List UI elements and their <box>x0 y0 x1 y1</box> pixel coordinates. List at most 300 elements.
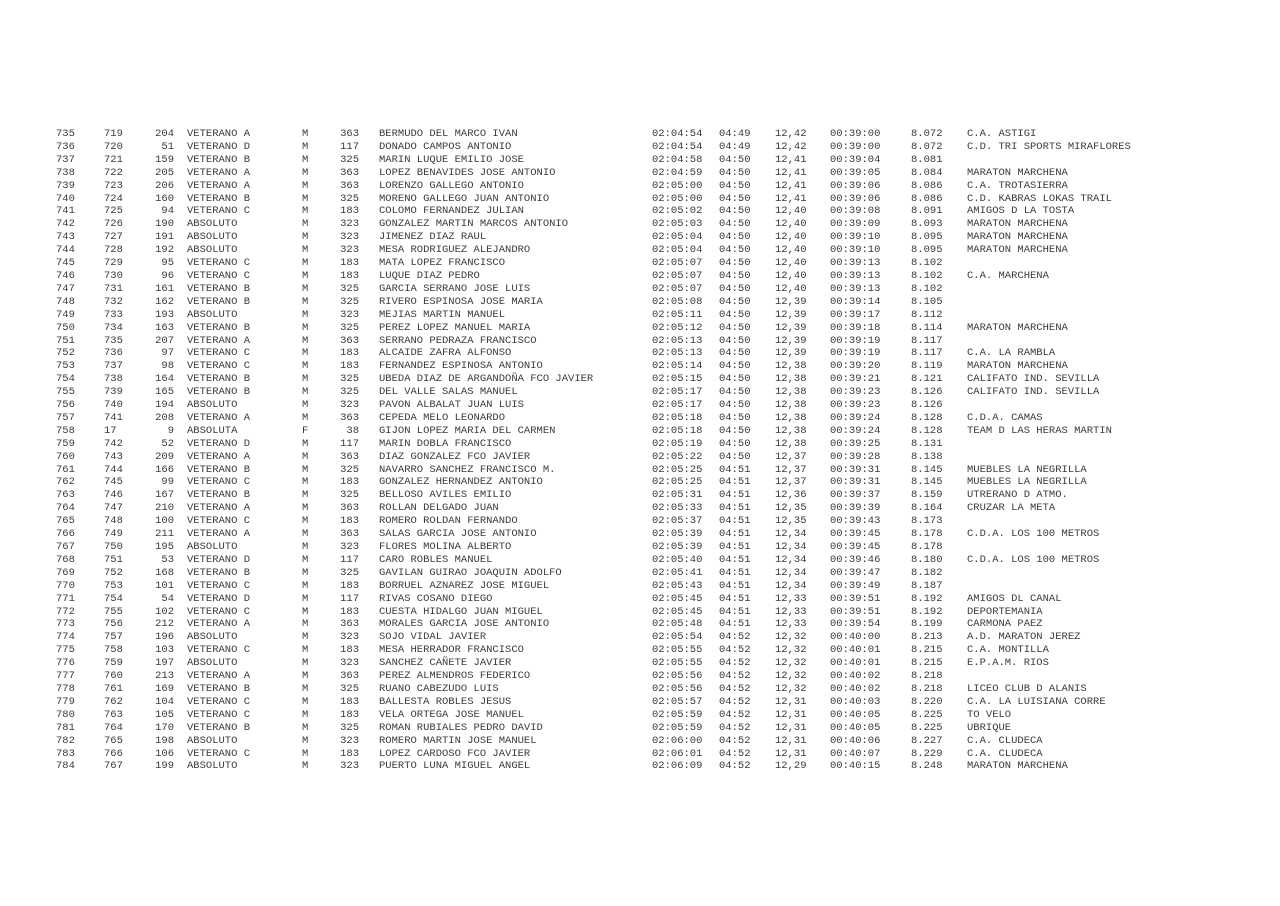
finish-time-cell: 02:06:00 <box>652 734 703 747</box>
runner-name-cell: MARIN DOBLA FRANCISCO <box>379 437 512 450</box>
gender-position-cell: 764 <box>104 721 123 734</box>
category-total-cell: 323 <box>340 734 359 747</box>
table-row <box>0 709 1280 722</box>
overall-position-cell: 779 <box>56 695 75 708</box>
table-row <box>0 335 1280 348</box>
runner-name-cell: LORENZO GALLEGO ANTONIO <box>379 179 524 192</box>
category-total-cell: 363 <box>340 450 359 463</box>
category-cell: VETERANO C <box>187 269 251 282</box>
points-cell: 8.086 <box>911 192 943 205</box>
sex-cell: M <box>302 644 309 657</box>
sex-cell: M <box>302 541 309 553</box>
category-cell: VETERANO B <box>187 321 251 334</box>
runner-name-cell: CARO ROBLES MANUEL <box>379 553 493 566</box>
time-gap-cell: 00:39:00 <box>830 140 881 153</box>
category-cell: VETERANO A <box>187 670 251 683</box>
sex-cell: M <box>302 386 309 399</box>
points-cell: 8.121 <box>911 373 943 386</box>
speed-cell: 12,41 <box>775 192 807 205</box>
club-cell: MUEBLES LA NEGRILLA <box>967 476 1087 489</box>
table-row <box>0 386 1280 399</box>
time-gap-cell: 00:39:39 <box>830 502 881 515</box>
category-total-cell: 183 <box>340 205 359 218</box>
runner-name-cell: LOPEZ BENAVIDES JOSE ANTONIO <box>379 166 556 179</box>
overall-position-cell: 739 <box>56 179 75 192</box>
gender-position-cell: 759 <box>104 657 123 670</box>
runner-name-cell: UBEDA DIAZ DE ARGANDOÑA FCO JAVIER <box>379 373 594 386</box>
category-cell: VETERANO D <box>187 592 251 605</box>
runner-name-cell: JIMENEZ DIAZ RAUL <box>379 231 487 244</box>
category-cell: VETERANO D <box>187 553 251 566</box>
category-total-cell: 325 <box>340 282 359 295</box>
category-total-cell: 183 <box>340 747 359 760</box>
pace-cell: 04:52 <box>719 708 751 721</box>
pace-cell: 04:51 <box>719 502 751 515</box>
time-gap-cell: 00:39:23 <box>830 399 881 412</box>
category-cell: VETERANO B <box>187 153 251 166</box>
category-cell: VETERANO C <box>187 257 251 270</box>
gender-position-cell: 765 <box>104 734 123 747</box>
points-cell: 8.225 <box>911 721 943 734</box>
category-cell: ABSOLUTO <box>187 218 238 231</box>
sex-cell: M <box>302 618 309 631</box>
time-gap-cell: 00:39:13 <box>830 257 881 270</box>
time-gap-cell: 00:39:21 <box>830 373 881 386</box>
category-total-cell: 183 <box>340 476 359 489</box>
gender-position-cell: 753 <box>104 579 123 592</box>
club-cell: MARATON MARCHENA <box>967 244 1068 257</box>
runner-name-cell: BELLOSO AVILES EMILIO <box>379 489 512 502</box>
runner-name-cell: FLORES MOLINA ALBERTO <box>379 541 512 553</box>
sex-cell: M <box>302 282 309 295</box>
sex-cell: M <box>302 269 309 282</box>
runner-name-cell: ROLLAN DELGADO JUAN <box>379 502 499 515</box>
overall-position-cell: 770 <box>56 579 75 592</box>
table-row <box>0 593 1280 606</box>
finish-time-cell: 02:05:22 <box>652 450 703 463</box>
table-row <box>0 438 1280 451</box>
overall-position-cell: 761 <box>56 463 75 476</box>
pace-cell: 04:50 <box>719 321 751 334</box>
points-cell: 8.131 <box>911 437 943 450</box>
category-total-cell: 363 <box>340 128 359 140</box>
finish-time-cell: 02:05:54 <box>652 631 703 644</box>
category-cell: VETERANO C <box>187 360 251 373</box>
speed-cell: 12,38 <box>775 399 807 412</box>
category-cell: VETERANO C <box>187 347 251 360</box>
points-cell: 8.102 <box>911 282 943 295</box>
table-row <box>0 205 1280 218</box>
runner-name-cell: SALAS GARCIA JOSE ANTONIO <box>379 528 537 541</box>
club-cell: MARATON MARCHENA <box>967 360 1068 373</box>
category-position-cell: 197 <box>155 657 174 670</box>
points-cell: 8.112 <box>911 308 943 321</box>
speed-cell: 12,32 <box>775 670 807 683</box>
speed-cell: 12,42 <box>775 140 807 153</box>
category-position-cell: 168 <box>155 566 174 579</box>
finish-time-cell: 02:05:04 <box>652 231 703 244</box>
sex-cell: M <box>302 334 309 347</box>
table-row <box>0 347 1280 360</box>
points-cell: 8.138 <box>911 450 943 463</box>
overall-position-cell: 748 <box>56 295 75 308</box>
gender-position-cell: 735 <box>104 334 123 347</box>
pace-cell: 04:50 <box>719 373 751 386</box>
time-gap-cell: 00:40:05 <box>830 721 881 734</box>
points-cell: 8.178 <box>911 528 943 541</box>
finish-time-cell: 02:05:00 <box>652 192 703 205</box>
pace-cell: 04:52 <box>719 682 751 695</box>
gender-position-cell: 733 <box>104 308 123 321</box>
category-cell: VETERANO D <box>187 437 251 450</box>
pace-cell: 04:51 <box>719 605 751 618</box>
overall-position-cell: 743 <box>56 231 75 244</box>
pace-cell: 04:51 <box>719 489 751 502</box>
finish-time-cell: 02:05:18 <box>652 411 703 424</box>
time-gap-cell: 00:39:25 <box>830 437 881 450</box>
category-total-cell: 363 <box>340 670 359 683</box>
club-cell: C.D.A. LOS 100 METROS <box>967 553 1100 566</box>
category-position-cell: 190 <box>155 218 174 231</box>
runner-name-cell: CUESTA HIDALGO JUAN MIGUEL <box>379 605 543 618</box>
sex-cell: M <box>302 321 309 334</box>
time-gap-cell: 00:39:08 <box>830 205 881 218</box>
runner-name-cell: GAVILAN GUIRAO JOAQUIN ADOLFO <box>379 566 562 579</box>
finish-time-cell: 02:05:13 <box>652 334 703 347</box>
finish-time-cell: 02:05:39 <box>652 541 703 553</box>
runner-name-cell: DONADO CAMPOS ANTONIO <box>379 140 512 153</box>
time-gap-cell: 00:39:09 <box>830 218 881 231</box>
category-cell: VETERANO C <box>187 515 251 528</box>
sex-cell: M <box>302 734 309 747</box>
runner-name-cell: MATA LOPEZ FRANCISCO <box>379 257 506 270</box>
overall-position-cell: 758 <box>56 424 75 437</box>
points-cell: 8.218 <box>911 682 943 695</box>
category-cell: VETERANO C <box>187 644 251 657</box>
points-cell: 8.213 <box>911 631 943 644</box>
gender-position-cell: 760 <box>104 670 123 683</box>
category-position-cell: 191 <box>155 231 174 244</box>
pace-cell: 04:49 <box>719 140 751 153</box>
runner-name-cell: GIJON LOPEZ MARIA DEL CARMEN <box>379 424 556 437</box>
points-cell: 8.159 <box>911 489 943 502</box>
runner-name-cell: CEPEDA MELO LEONARDO <box>379 411 506 424</box>
time-gap-cell: 00:39:19 <box>830 347 881 360</box>
category-position-cell: 159 <box>155 153 174 166</box>
club-cell: C.A. MONTILLA <box>967 644 1049 657</box>
points-cell: 8.145 <box>911 476 943 489</box>
time-gap-cell: 00:39:06 <box>830 192 881 205</box>
runner-name-cell: ROMERO ROLDAN FERNANDO <box>379 515 518 528</box>
category-total-cell: 323 <box>340 218 359 231</box>
speed-cell: 12,39 <box>775 321 807 334</box>
category-cell: ABSOLUTO <box>187 399 238 412</box>
overall-position-cell: 763 <box>56 489 75 502</box>
time-gap-cell: 00:39:05 <box>830 166 881 179</box>
points-cell: 8.095 <box>911 244 943 257</box>
category-cell: VETERANO A <box>187 166 251 179</box>
category-total-cell: 325 <box>340 721 359 734</box>
gender-position-cell: 748 <box>104 515 123 528</box>
runner-name-cell: MEJIAS MARTIN MANUEL <box>379 308 506 321</box>
category-position-cell: 9 <box>167 424 174 437</box>
speed-cell: 12,39 <box>775 334 807 347</box>
sex-cell: M <box>302 463 309 476</box>
pace-cell: 04:50 <box>719 399 751 412</box>
finish-time-cell: 02:05:45 <box>652 605 703 618</box>
category-cell: VETERANO B <box>187 373 251 386</box>
club-cell: MUEBLES LA NEGRILLA <box>967 463 1087 476</box>
points-cell: 8.218 <box>911 670 943 683</box>
pace-cell: 04:50 <box>719 218 751 231</box>
finish-time-cell: 02:04:54 <box>652 140 703 153</box>
sex-cell: M <box>302 682 309 695</box>
category-total-cell: 325 <box>340 463 359 476</box>
pace-cell: 04:50 <box>719 231 751 244</box>
category-cell: ABSOLUTO <box>187 231 238 244</box>
finish-time-cell: 02:04:58 <box>652 153 703 166</box>
category-cell: VETERANO C <box>187 605 251 618</box>
finish-time-cell: 02:05:18 <box>652 424 703 437</box>
runner-name-cell: RUANO CABEZUDO LUIS <box>379 682 499 695</box>
table-row <box>0 476 1280 489</box>
time-gap-cell: 00:39:51 <box>830 605 881 618</box>
runner-name-cell: MESA RODRIGUEZ ALEJANDRO <box>379 244 531 257</box>
time-gap-cell: 00:39:31 <box>830 463 881 476</box>
table-row <box>0 657 1280 670</box>
runner-name-cell: RIVAS COSANO DIEGO <box>379 592 493 605</box>
gender-position-cell: 756 <box>104 618 123 631</box>
category-position-cell: 169 <box>155 682 174 695</box>
pace-cell: 04:50 <box>719 334 751 347</box>
points-cell: 8.215 <box>911 657 943 670</box>
runner-name-cell: PUERTO LUNA MIGUEL ANGEL <box>379 760 531 773</box>
category-cell: VETERANO C <box>187 579 251 592</box>
points-cell: 8.145 <box>911 463 943 476</box>
finish-time-cell: 02:06:09 <box>652 760 703 773</box>
speed-cell: 12,38 <box>775 411 807 424</box>
category-total-cell: 183 <box>340 360 359 373</box>
category-total-cell: 323 <box>340 760 359 773</box>
finish-time-cell: 02:05:07 <box>652 269 703 282</box>
pace-cell: 04:50 <box>719 192 751 205</box>
finish-time-cell: 02:05:37 <box>652 515 703 528</box>
category-position-cell: 209 <box>155 450 174 463</box>
runner-name-cell: FERNANDEZ ESPINOSA ANTONIO <box>379 360 543 373</box>
runner-name-cell: PAVON ALBALAT JUAN LUIS <box>379 399 524 412</box>
category-cell: ABSOLUTO <box>187 631 238 644</box>
category-total-cell: 183 <box>340 257 359 270</box>
category-total-cell: 323 <box>340 308 359 321</box>
overall-position-cell: 771 <box>56 592 75 605</box>
speed-cell: 12,38 <box>775 386 807 399</box>
time-gap-cell: 00:40:15 <box>830 760 881 773</box>
table-row <box>0 683 1280 696</box>
finish-time-cell: 02:05:15 <box>652 373 703 386</box>
category-total-cell: 363 <box>340 618 359 631</box>
time-gap-cell: 00:39:46 <box>830 553 881 566</box>
finish-time-cell: 02:05:33 <box>652 502 703 515</box>
gender-position-cell: 729 <box>104 257 123 270</box>
category-cell: VETERANO B <box>187 566 251 579</box>
overall-position-cell: 749 <box>56 308 75 321</box>
points-cell: 8.095 <box>911 231 943 244</box>
finish-time-cell: 02:05:25 <box>652 476 703 489</box>
sex-cell: M <box>302 489 309 502</box>
pace-cell: 04:50 <box>719 269 751 282</box>
points-cell: 8.164 <box>911 502 943 515</box>
table-row <box>0 451 1280 464</box>
category-position-cell: 53 <box>161 553 174 566</box>
speed-cell: 12,34 <box>775 541 807 553</box>
sex-cell: M <box>302 566 309 579</box>
gender-position-cell: 754 <box>104 592 123 605</box>
points-cell: 8.086 <box>911 179 943 192</box>
points-cell: 8.102 <box>911 257 943 270</box>
runner-name-cell: MORENO GALLEGO JUAN ANTONIO <box>379 192 550 205</box>
club-cell: MARATON MARCHENA <box>967 321 1068 334</box>
table-row <box>0 231 1280 244</box>
table-row <box>0 760 1280 773</box>
finish-time-cell: 02:05:08 <box>652 295 703 308</box>
pace-cell: 04:50 <box>719 153 751 166</box>
runner-name-cell: BERMUDO DEL MARCO IVAN <box>379 128 518 140</box>
time-gap-cell: 00:39:51 <box>830 592 881 605</box>
sex-cell: M <box>302 140 309 153</box>
category-total-cell: 325 <box>340 373 359 386</box>
table-row <box>0 425 1280 438</box>
pace-cell: 04:52 <box>719 695 751 708</box>
points-cell: 8.072 <box>911 128 943 140</box>
speed-cell: 12,32 <box>775 657 807 670</box>
time-gap-cell: 00:39:20 <box>830 360 881 373</box>
overall-position-cell: 756 <box>56 399 75 412</box>
pace-cell: 04:52 <box>719 721 751 734</box>
speed-cell: 12,31 <box>775 721 807 734</box>
category-position-cell: 205 <box>155 166 174 179</box>
overall-position-cell: 759 <box>56 437 75 450</box>
category-total-cell: 325 <box>340 489 359 502</box>
pace-cell: 04:50 <box>719 179 751 192</box>
time-gap-cell: 00:39:37 <box>830 489 881 502</box>
gender-position-cell: 746 <box>104 489 123 502</box>
speed-cell: 12,42 <box>775 128 807 140</box>
overall-position-cell: 773 <box>56 618 75 631</box>
time-gap-cell: 00:39:14 <box>830 295 881 308</box>
time-gap-cell: 00:39:49 <box>830 579 881 592</box>
gender-position-cell: 736 <box>104 347 123 360</box>
speed-cell: 12,32 <box>775 631 807 644</box>
speed-cell: 12,40 <box>775 244 807 257</box>
category-total-cell: 323 <box>340 657 359 670</box>
speed-cell: 12,35 <box>775 515 807 528</box>
overall-position-cell: 784 <box>56 760 75 773</box>
finish-time-cell: 02:05:14 <box>652 360 703 373</box>
sex-cell: M <box>302 553 309 566</box>
table-row <box>0 193 1280 206</box>
time-gap-cell: 00:39:24 <box>830 424 881 437</box>
overall-position-cell: 741 <box>56 205 75 218</box>
sex-cell: M <box>302 631 309 644</box>
gender-position-cell: 722 <box>104 166 123 179</box>
category-total-cell: 363 <box>340 179 359 192</box>
category-total-cell: 38 <box>346 424 359 437</box>
points-cell: 8.248 <box>911 760 943 773</box>
sex-cell: M <box>302 231 309 244</box>
finish-time-cell: 02:05:11 <box>652 308 703 321</box>
category-cell: VETERANO B <box>187 721 251 734</box>
sex-cell: M <box>302 360 309 373</box>
sex-cell: M <box>302 450 309 463</box>
results-table <box>0 128 1280 773</box>
overall-position-cell: 745 <box>56 257 75 270</box>
finish-time-cell: 02:05:43 <box>652 579 703 592</box>
pace-cell: 04:52 <box>719 644 751 657</box>
gender-position-cell: 740 <box>104 399 123 412</box>
sex-cell: M <box>302 502 309 515</box>
pace-cell: 04:52 <box>719 747 751 760</box>
pace-cell: 04:51 <box>719 579 751 592</box>
category-position-cell: 52 <box>161 437 174 450</box>
pace-cell: 04:50 <box>719 308 751 321</box>
club-cell: C.D. KABRAS LOKAS TRAIL <box>967 192 1112 205</box>
finish-time-cell: 02:05:48 <box>652 618 703 631</box>
finish-time-cell: 02:05:55 <box>652 657 703 670</box>
runner-name-cell: ROMAN RUBIALES PEDRO DAVID <box>379 721 543 734</box>
runner-name-cell: LUQUE DIAZ PEDRO <box>379 269 480 282</box>
speed-cell: 12,34 <box>775 528 807 541</box>
overall-position-cell: 778 <box>56 682 75 695</box>
gender-position-cell: 762 <box>104 695 123 708</box>
pace-cell: 04:50 <box>719 347 751 360</box>
category-total-cell: 323 <box>340 231 359 244</box>
runner-name-cell: NAVARRO SANCHEZ FRANCISCO M. <box>379 463 556 476</box>
category-position-cell: 163 <box>155 321 174 334</box>
speed-cell: 12,31 <box>775 747 807 760</box>
category-position-cell: 101 <box>155 579 174 592</box>
gender-position-cell: 757 <box>104 631 123 644</box>
overall-position-cell: 757 <box>56 411 75 424</box>
finish-time-cell: 02:05:02 <box>652 205 703 218</box>
pace-cell: 04:51 <box>719 476 751 489</box>
category-position-cell: 102 <box>155 605 174 618</box>
speed-cell: 12,37 <box>775 463 807 476</box>
category-cell: ABSOLUTO <box>187 244 238 257</box>
sex-cell: M <box>302 218 309 231</box>
gender-position-cell: 743 <box>104 450 123 463</box>
gender-position-cell: 745 <box>104 476 123 489</box>
pace-cell: 04:50 <box>719 450 751 463</box>
gender-position-cell: 755 <box>104 605 123 618</box>
speed-cell: 12,40 <box>775 269 807 282</box>
category-cell: VETERANO C <box>187 747 251 760</box>
overall-position-cell: 736 <box>56 140 75 153</box>
gender-position-cell: 751 <box>104 553 123 566</box>
club-cell: LICEO CLUB D ALANIS <box>967 682 1087 695</box>
finish-time-cell: 02:05:17 <box>652 399 703 412</box>
table-row <box>0 722 1280 735</box>
speed-cell: 12,33 <box>775 592 807 605</box>
finish-time-cell: 02:06:01 <box>652 747 703 760</box>
finish-time-cell: 02:05:57 <box>652 695 703 708</box>
table-row <box>0 735 1280 748</box>
speed-cell: 12,38 <box>775 373 807 386</box>
category-position-cell: 212 <box>155 618 174 631</box>
points-cell: 8.091 <box>911 205 943 218</box>
pace-cell: 04:50 <box>719 437 751 450</box>
category-position-cell: 94 <box>161 205 174 218</box>
category-total-cell: 117 <box>340 592 359 605</box>
